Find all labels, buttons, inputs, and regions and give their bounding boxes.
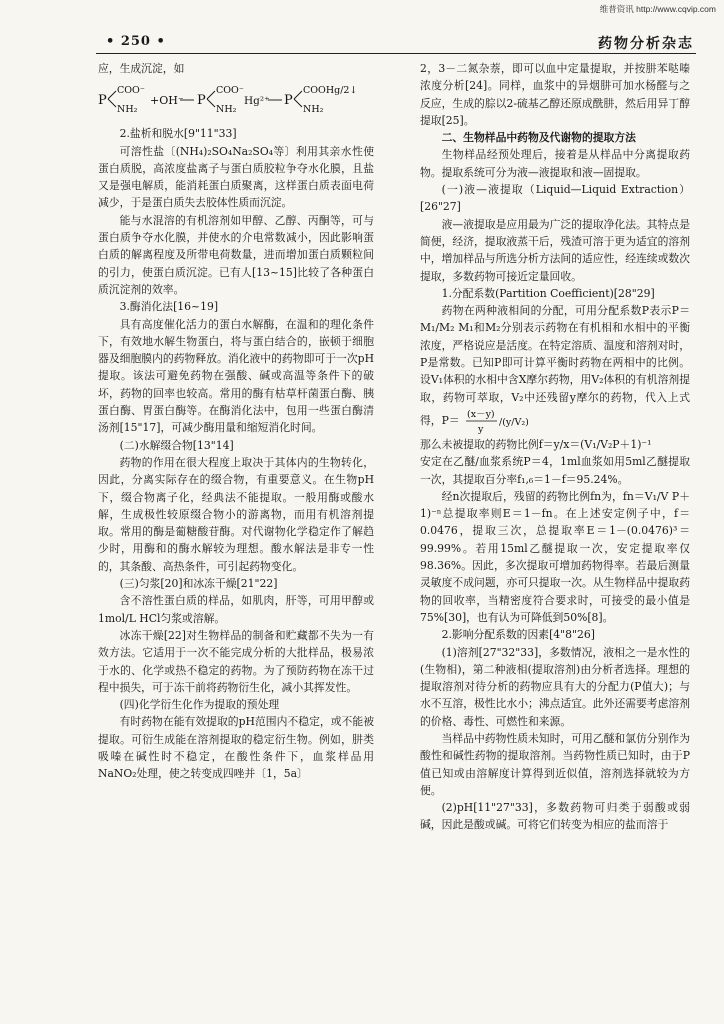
heading-homogenization: (三)匀浆[20]和冰冻干燥[21"22] xyxy=(119,577,278,591)
journal-title: 药物分析杂志 xyxy=(598,36,694,52)
eq-nh2c: NH₂ xyxy=(303,104,324,116)
eq-coo1: COO⁻ xyxy=(117,85,145,97)
paragraph: 2，3－二氮杂萘，即可以血中定量提取，并按肼苯哒嗪浓度分析[24]。同样，血浆中的异烟肼可加水杨醛与之反应，生成的腙以2-硫基乙醇还原成酰肼，然后用异丁醇提取[25]。 xyxy=(420,62,690,127)
heading-hydrolysis: (二)水解缀合物[13"14] xyxy=(119,438,234,452)
paragraph: 有时药物在能有效提取的pH范围内不稳定，或不能被提取。可衍生成能在溶剂提取的稳定衍生物。例如，肼类吸嗪在碱性时不稳定，在酸性条件下，血浆样品用NaNO₂处理，使之转变成四唑并〔1，5a〕 xyxy=(98,715,374,781)
heading-derivatization: (四)化学衍生化作为提取的预处理 xyxy=(119,698,280,712)
paragraph: 冰冻干燥[22]对生物样品的制备和贮藏都不失为一有效方法。它适用于一次不能完成分析的大批样品，极易浓于水的、化学或热不稳定的药物。为了预防药物在冻干过程中损失，可于冻干前将药物衍生化，减小其挥发性。 xyxy=(98,628,374,694)
header-rule xyxy=(96,53,696,54)
paragraph: (2)pH[11"27"33]，多数药物可归类于弱酸或弱碱，因此是酸或碱。可将它们转变为相应的盐而溶于 xyxy=(420,801,690,832)
eq-p1: P xyxy=(98,93,107,109)
paragraph: 经n次提取后，残留的药物比例fn为，fn＝V₁/V P＋1)⁻ⁿ总提取率则E＝1－fn。在上述安定例子中，f＝0.0476，提取三次，总提取率E＝1－(0.0476)³＝99.99%。若用15ml乙醚提取一次，安定提取率仅98.36%。因此，多次提取可增加药物得率。若最后测量灵敏度不成问题，亦可只提取一次。从生物样品中提取药物的回收率，当精密度符合要求时，可接受的最小值是75%[30]，也有认为可降低到50%[8]。 xyxy=(420,489,690,624)
eq-coo2: COO⁻ xyxy=(216,85,244,97)
fraction-denominator: y xyxy=(478,423,484,435)
paragraph: 那么未被提取的药物比例f＝y/x＝(V₁/V₂P＋1)⁻¹ xyxy=(420,437,652,451)
paragraph: 可溶性盐〔(NH₄)₂SO₄Na₂SO₄等〕利用其亲水性使蛋白质脱，高浓度盐离子与蛋白质胶粒争夺水化膜，且盐又是强电解质，能消耗蛋白质聚离，这样蛋白质表面电荷减少，于是蛋白质失去胶体性质而沉淀。 xyxy=(98,144,374,210)
eq-p2: P xyxy=(197,93,206,109)
intro-line: 应，生成沉淀，如 xyxy=(98,62,185,75)
heading-salting-out: 2.盐析和脱水[9"11"33] xyxy=(119,127,237,141)
fraction-formula xyxy=(463,406,533,436)
paragraph: (1)溶剂[27"32"33]，多数情况，液相之一是水性的(生物相)，第二种液相(提取溶剂)由分析者选择。理想的提取溶剂对待分析的药物应具有大的分配力(P值大)；与水不互溶，极性比水小；沸点适宜。此外还需要考虑溶剂的价格、毒性、可燃性和来源。 xyxy=(420,645,690,728)
watermark-text: 维普资讯 http://www.cqvip.com xyxy=(599,4,716,14)
paragraph: 药物的作用在很大程度上取决于其体内的生物转化，因此，分离实际存在的缀合物，有重要意义。在生物pH下，缀合物离子化，经典法不能提取。一般用酶或酸水解，生成极性较原缀合物小的游离物，而用有机溶剂提取。常用的酶是葡糖酸苷酶。对代谢物化学稳定作了解趋少时，用酶和的酶水解较为理想。酸水解法是非专一性的，其条酸、高热条件，可引起药物变化。 xyxy=(98,455,374,573)
eq-nh2b: NH₂ xyxy=(216,104,237,116)
paragraph: 液—液提取是应用最为广泛的提取净化法。其特点是简便，经济，提取液蒸干后，残渣可溶于更为适宜的溶剂中，增加样品与所选分析方法间的适应性，经连续或数次提取，多数药物可接近定量回收。 xyxy=(420,217,690,283)
fraction-rhs: /(y/V₂) xyxy=(499,416,529,428)
eq-coohg: COOHg/2↓ xyxy=(303,85,358,97)
paragraph: 含不溶性蛋白质的样品，如肌肉，肝等，可用甲醇或1mol/L HCl匀浆或溶解。 xyxy=(98,594,374,625)
paragraph: 能与水混溶的有机溶剂如甲醇、乙醇、丙酮等，可与蛋白质争夺水化膜，并使水的介电常数减小，因此影响蛋白质的解离程度及所带电荷数量，进而增加蛋白质颗粒间的引力，使蛋白质沉淀。已有人[13~15]比较了各种蛋白质沉淀剂的效率。 xyxy=(98,213,374,296)
paragraph: 当样品中药物性质未知时，可用乙醚和氯仿分别作为酸性和碱性药物的提取溶剂。当药物性质已知时，由于P值已知或由溶解度计算得到近似值，溶剂选择就较为方便。 xyxy=(420,731,690,797)
paragraph xyxy=(420,302,690,436)
eq-hg: Hg²⁺ xyxy=(244,95,270,108)
right-column xyxy=(420,60,690,834)
paragraph: 安定在乙醚/血浆系统P＝4，1ml血浆如用5ml乙醚提取一次，其提取百分率f₁,₆＝1－f＝95.24%。 xyxy=(420,455,690,486)
heading-factors: 2.影响分配系数的因素[4"8"26] xyxy=(441,628,595,642)
reaction-equation xyxy=(96,79,372,119)
paragraph: 具有高度催化活力的蛋白水解酶，在温和的理化条件下，有效地水解生物蛋白，将与蛋白结合的，嵌顿于细胞器及细胞膜内的药物释放。消化液中的药物即可于一次pH提取。该法可避免药物在强酸、碱或高温等条件下的破坏，药物的回率也较高。常用的酶有枯草杆菌蛋白酶、胰蛋白酶、胃蛋白酶等。在酶消化法中，包用一些蛋白酶清汤剂[15"17]，可减少酶用量和缩短消化时间。 xyxy=(98,317,374,435)
page-number: • 250 • xyxy=(106,34,166,49)
heading-partition-coefficient: 1.分配系数(Partition Coefficient)[28"29] xyxy=(441,286,655,300)
partition-text: 药物在两种液相间的分配，可用分配系数P表示P＝M₁/M₂ M₁和M₂分别表示药物在有机相和水相中的平衡浓度，严格说应是活度。在特定溶质、温度和溶剂对时，P是常数。已知P即可计算平衡时药物在两相中的比例。设V₁体积的水相中含X摩尔药物，用V₂体积的有机溶剂提取，药物可萃取，V₂中还残留y摩尔的药物，代入上式得，P＝ xyxy=(420,304,690,427)
left-column xyxy=(98,60,374,783)
paragraph: 生物样品经预处理后，接着是从样品中分离提取药物。提取系统可分为液—液提取和液—固提取。 xyxy=(420,148,690,179)
eq-p3: P xyxy=(284,93,293,109)
eq-nh2a: NH₂ xyxy=(117,104,138,116)
eq-plus-oh: +OH⁻ xyxy=(150,94,184,108)
section-heading-extraction: 二、生物样品中药物及代谢物的提取方法 xyxy=(441,131,636,145)
heading-enzyme-digestion: 3.酶消化法[16~19] xyxy=(119,300,219,314)
heading-liquid-liquid: (一)液—液提取（Liquid—Liquid Extraction）[26"27] xyxy=(420,183,690,214)
fraction-numerator: (x－y) xyxy=(467,408,495,420)
